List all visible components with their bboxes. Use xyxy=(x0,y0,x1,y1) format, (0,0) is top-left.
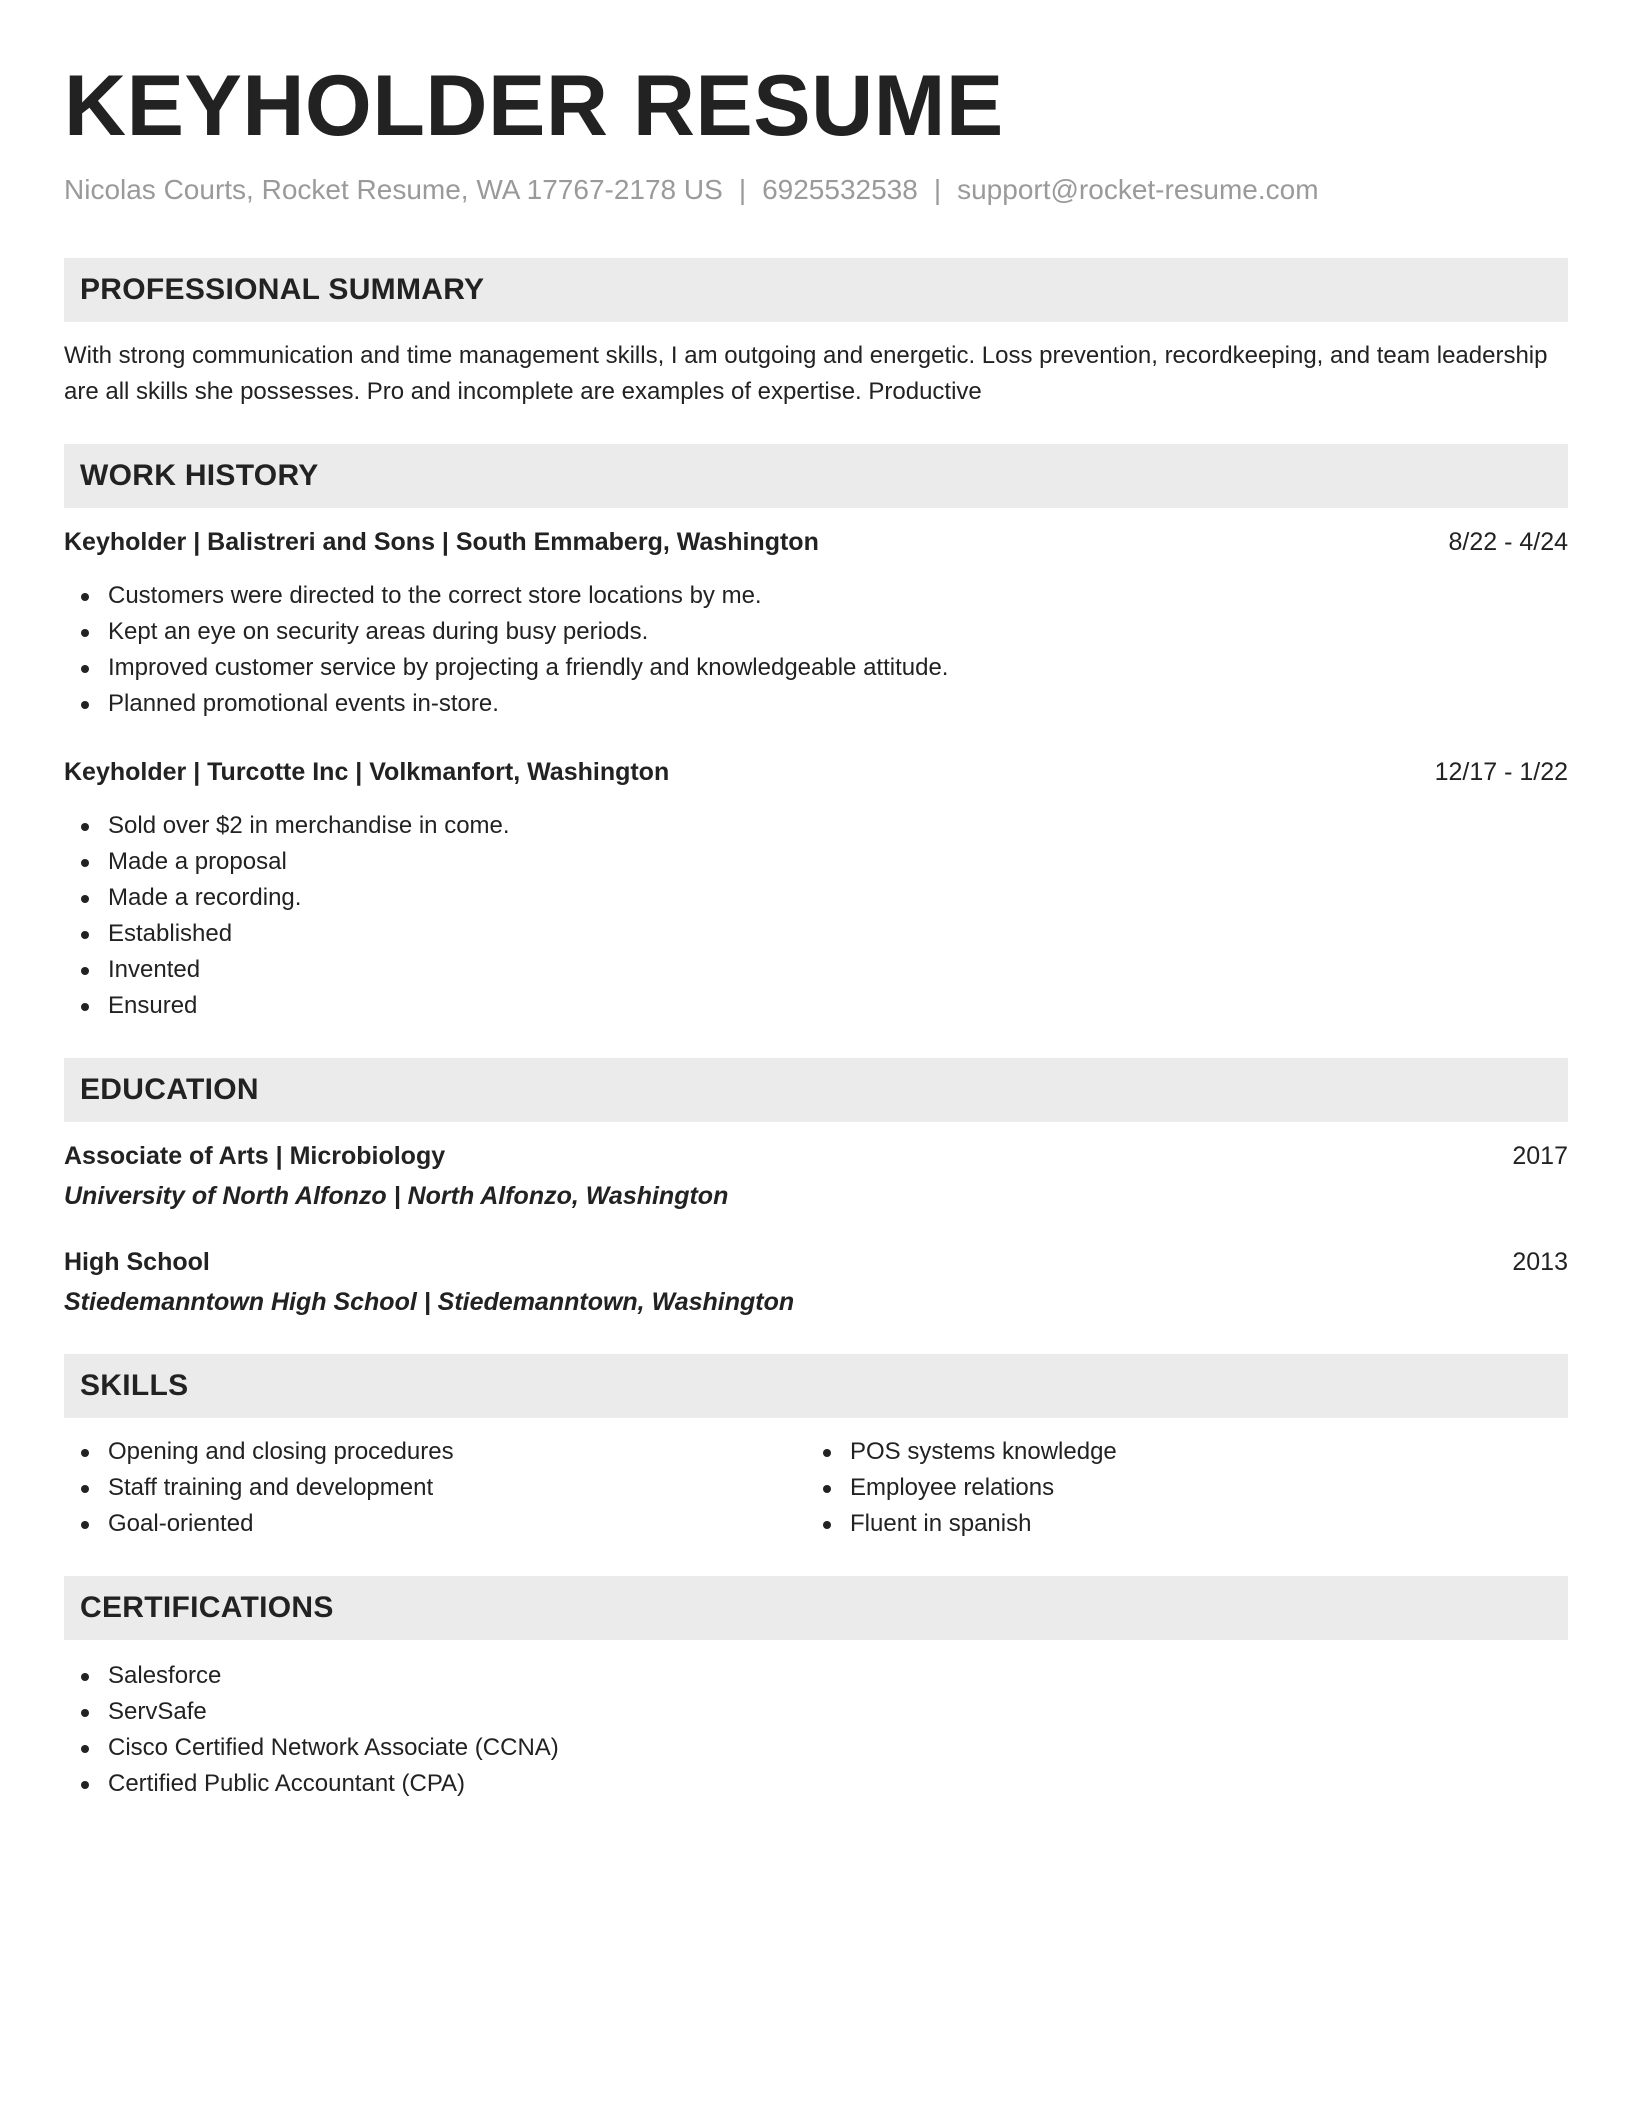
education-school: University of North Alfonzo | North Alfonzo, Washington xyxy=(64,1182,729,1210)
education-degree: High School xyxy=(64,1248,210,1276)
list-item: Ensured xyxy=(64,988,1568,1024)
skills-column-left xyxy=(64,1434,806,1542)
skills-list xyxy=(806,1434,1548,1542)
education-school: Stiedemanntown High School | Stiedemanntown, Washington xyxy=(64,1288,795,1316)
education-entry-header xyxy=(64,1138,1568,1174)
list-item: Established xyxy=(64,916,1568,952)
skills-grid xyxy=(64,1434,1568,1542)
contact-email: support@rocket-resume.com xyxy=(957,174,1319,205)
list-item: Opening and closing procedures xyxy=(64,1434,806,1470)
list-item: Goal-oriented xyxy=(64,1506,806,1542)
contact-line xyxy=(64,172,1568,208)
list-item: Salesforce xyxy=(64,1658,1568,1694)
contact-separator: | xyxy=(738,174,747,205)
section-header-work-history: WORK HISTORY xyxy=(64,444,1568,508)
job-entry-header xyxy=(64,524,1568,560)
contact-address: Nicolas Courts, Rocket Resume, WA 17767-2178 US xyxy=(64,174,723,205)
list-item: Invented xyxy=(64,952,1568,988)
job-entry-header xyxy=(64,754,1568,790)
list-item: Staff training and development xyxy=(64,1470,806,1506)
list-item: Made a recording. xyxy=(64,880,1568,916)
list-item: Kept an eye on security areas during busy periods. xyxy=(64,614,1568,650)
job-dates: 8/22 - 4/24 xyxy=(1448,528,1568,556)
education-degree: Associate of Arts | Microbiology xyxy=(64,1142,446,1170)
list-item: ServSafe xyxy=(64,1694,1568,1730)
list-item: Fluent in spanish xyxy=(806,1506,1548,1542)
job-bullet-list xyxy=(64,578,1568,722)
list-item: Improved customer service by projecting a friendly and knowledgeable attitude. xyxy=(64,650,1568,686)
list-item: Employee relations xyxy=(806,1470,1548,1506)
education-year: 2017 xyxy=(1512,1142,1568,1170)
skills-column-right xyxy=(806,1434,1548,1542)
section-header-summary: PROFESSIONAL SUMMARY xyxy=(64,258,1568,322)
section-header-education: EDUCATION xyxy=(64,1058,1568,1122)
summary-text: With strong communication and time management skills, I am outgoing and energetic. Loss prevention, recordkeeping, and team leadership are all skills she possesses. Pro and incomplete are examples of expertise. Productive xyxy=(64,342,1548,405)
list-item: Sold over $2 in merchandise in come. xyxy=(64,808,1568,844)
skills-list xyxy=(64,1434,806,1542)
section-header-skills: SKILLS xyxy=(64,1354,1568,1418)
list-item: Customers were directed to the correct store locations by me. xyxy=(64,578,1568,614)
education-entry-header xyxy=(64,1244,1568,1280)
list-item: Planned promotional events in-store. xyxy=(64,686,1568,722)
list-item: Made a proposal xyxy=(64,844,1568,880)
list-item: Cisco Certified Network Associate (CCNA) xyxy=(64,1730,1568,1766)
job-bullet-list xyxy=(64,808,1568,1024)
section-header-certifications: CERTIFICATIONS xyxy=(64,1576,1568,1640)
resume-page xyxy=(64,56,1568,1802)
list-item: POS systems knowledge xyxy=(806,1434,1548,1470)
certifications-list xyxy=(64,1658,1568,1802)
resume-title: KEYHOLDER RESUME xyxy=(64,58,1004,154)
job-title-line: Keyholder | Balistreri and Sons | South Emmaberg, Washington xyxy=(64,528,819,556)
contact-separator: | xyxy=(933,174,942,205)
contact-phone: 6925532538 xyxy=(762,174,918,205)
job-dates: 12/17 - 1/22 xyxy=(1434,758,1568,786)
list-item: Certified Public Accountant (CPA) xyxy=(64,1766,1568,1802)
education-year: 2013 xyxy=(1512,1248,1568,1276)
job-title-line: Keyholder | Turcotte Inc | Volkmanfort, Washington xyxy=(64,758,670,786)
